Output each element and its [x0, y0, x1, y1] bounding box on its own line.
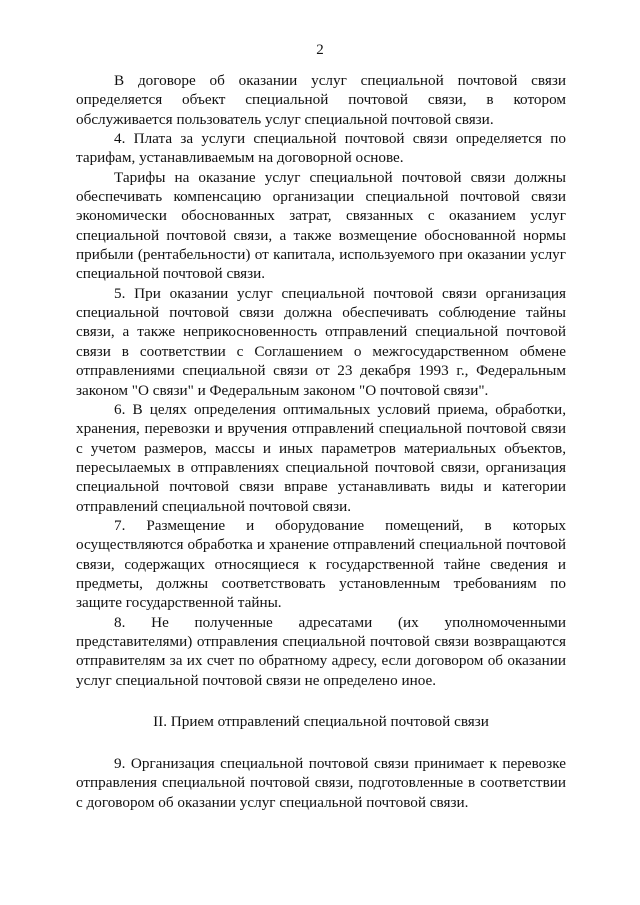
paragraph-9-acceptance: 9. Организация специальной почтовой связи принимает к перевозке отправления специальной почтовой связи, подготовленные в соответствии с договором об оказании услуг специальной почтовой связи. — [76, 755, 566, 811]
document-body — [76, 71, 566, 812]
page-number: 2 — [316, 42, 324, 58]
section-heading: II. Прием отправлений специальной почтовой связи — [153, 713, 489, 730]
paragraph-5-secrecy: 5. При оказании услуг специальной почтовой связи организация специальной почтовой связи должна обеспечивать соблюдение тайны связи, а также неприкосновенность отправлений специальной почтовой связи в соответствии с Соглашением о межгосударственном обмене отправлениями специальной связи от 23 декабря 1993 г., Федеральным законом "О связи" и Федеральным законом "О почтовой связи". — [76, 284, 566, 399]
paragraph-4-tariffs: 4. Плата за услуги специальной почтовой связи определяется по тарифам, устанавливаемым на договорной основе. — [76, 130, 566, 167]
paragraph-6-categories: 6. В целях определения оптимальных условий приема, обработки, хранения, перевозки и вручения отправлений специальной почтовой связи с учетом размеров, массы и иных параметров материальных объектов, пересылаемых в отправлениях специальной почтовой связи, организация специальной почтовой связи вправе устанавливать виды и категории отправлений специальной почтовой связи. — [76, 400, 566, 515]
paragraph-7-premises: 7. Размещение и оборудование помещений, в которых осуществляются обработка и хранение отправлений специальной почтовой связи, содержащих относящиеся к государственной тайне сведения и предметы, должны соответствовать установленным требованиям по защите государственной тайны. — [76, 516, 566, 612]
paragraph-tariff-compensation: Тарифы на оказание услуг специальной почтовой связи должны обеспечивать компенсацию организации специальной почтовой связи экономически обоснованных затрат, связанных с оказанием услуг специальной почтовой связи, а также возмещение обоснованной нормы прибыли (рентабельности) от капитала, используемого при оказании услуг специальной почтовой связи. — [76, 168, 566, 283]
paragraph-8-returns: 8. Не полученные адресатами (их уполномоченными представителями) отправления специальной почтовой связи возвращаются отправителям за их счет по обратному адресу, если договором об оказании услуг специальной почтовой связи не определено иное. — [76, 613, 566, 689]
paragraph-contract-object: В договоре об оказании услуг специальной почтовой связи определяется объект специальной почтовой связи, в котором обслуживается пользователь услуг специальной почтовой связи. — [76, 72, 566, 128]
